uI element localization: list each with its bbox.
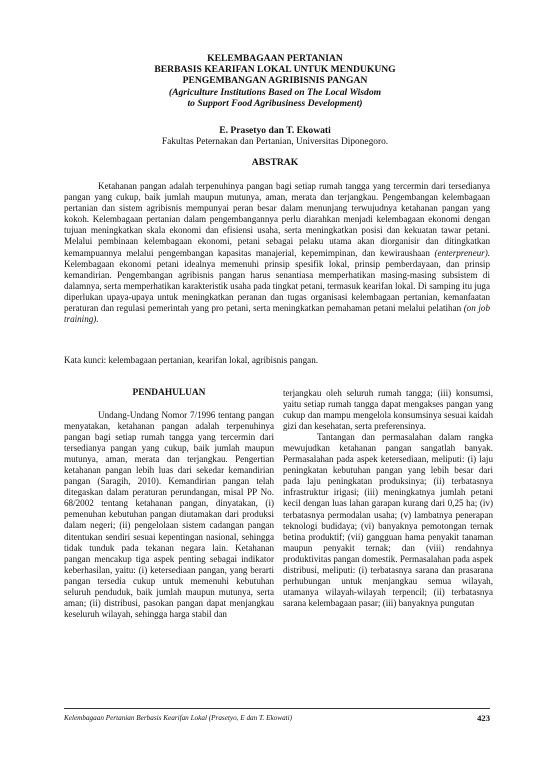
intro-paragraph-2: Tantangan dan permasalahan dalam rangka mewujudkan ketahanan pangan sangatlah banyak. Permasalahan pada aspek ketersediaan, meliputi: (i) laju peningkatan kebutuhan pangan yang lebih besar dari pada laju peningkatan produksinya; (ii) terbatasnya infrastruktur irigasi; (iii) meningkatnya jumlah petani kecil dengan luas lahan garapan kurang dari 0,25 ha; (iv) terbatasnya permodalan usaha; (v) lambatnya penerapan teknologi budidaya; (vi) banyaknya pemotongan ternak betina produktif; (vii) gangguan hama penyakit tanaman maupun penyakit ternak; dan (viii) rendahnya produktivitas pangan domestik. Permasalahan pada aspek distribusi, meliputi: (i) terbatasnya sarana dan prasarana perhubungan untuk menjangkau semua wilayah, utamanya wilayah-wilayah terpencil; (ii) terbatasnya sarana kelembagaan pasar; (iii) banyaknya pungutan — [283, 432, 493, 608]
left-column — [64, 388, 274, 620]
page-footer — [64, 708, 490, 723]
section-heading-intro: PENDAHULUAN — [132, 388, 206, 398]
title-line-5-english: to Support Food Agribusiness Development) — [187, 97, 363, 109]
intro-paragraph-1: Undang-Undang Nomor 7/1996 tentang pangan menyatakan, ketahanan pangan adalah terpenuhinya pangan bagi setiap rumah tangga yang tercermin dari tersedianya pangan yang cukup, baik jumlah maupun mutunya, aman, merata dan terjangkau. Pengertian ketahanan pangan lebih luas dari sekedar kemandirian pangan (Saragih, 2010). Kemandirian pangan telah ditegaskan dalam peraturan perundangan, misal PP No. 68/2002 tentang ketahanan pangan, dinyatakan, (i) pemenuhan kebutuhan pangan diutamakan dari produksi dalam negeri; (ii) pengelolaan sistem cadangan pangan ditentukan sendiri sesuai kepentingan nasional, sehingga tidak tunduk pada tekanan negara lain. Ketahanan pangan mencakup tiga aspek penting sebagai indikator keberhasilan, yaitu: (i) ketersediaan pangan, yang berarti pangan tersedia cukup untuk memenuhi kebutuhan seluruh penduduk, baik jumlah maupun mutunya, serta aman; (ii) distribusi, pasokan pangan dapat menjangkau keseluruh wilayah, sehingga harga stabil dan — [64, 410, 274, 619]
title-line-1: KELEMBAGAAN PERTANIAN — [207, 53, 343, 64]
keywords: Kata kunci: kelembagaan pertanian, kearifan lokal, agribisnis pangan. — [64, 355, 319, 365]
authors: E. Prasetyo dan T. Ekowati — [219, 125, 331, 136]
abstract-text-2: Kelembagaan ekonomi petani idealnya memenuhi prinsip spesifik lokal, prinsip pemberdayaan, dan prinsip kemandirian. Pengembangan agribisnis pangan harus senantiasa memperhatikan masing-masing subsistem di dalamnya, serta memperhatikan karakteristik usaha pada tingkat petani, termasuk kearifan lokal. Di samping itu juga diperlukan upaya-upaya untuk meningkatkan peranan dan tugas organisasi kelembagaan pertanian, kemanfaatan peraturan dan regulasi pemerintah yang pro petani, serta meningkatkan pemahaman petani melalui pelatihan — [64, 258, 490, 314]
abstract-heading: ABSTRAK — [251, 157, 299, 168]
title-line-4-english: (Agriculture Institutions Based on The Local Wisdom — [168, 86, 382, 98]
abstract-italic-1: (enterpreneur). — [434, 247, 490, 258]
affiliation: Fakultas Peternakan dan Pertanian, Universitas Diponegoro. — [161, 137, 389, 147]
abstract-italic-2: (on job training). — [64, 303, 490, 325]
title-line-3: PENGEMBANGAN AGRIBISNIS PANGAN — [182, 75, 368, 87]
abstract-text-1: Ketahanan pangan adalah terpenuhinya pangan bagi setiap rumah tangga yang tercermin dari tersedianya pangan yang cukup, baik jumlah maupun mutunya, aman, merata dan terjangkau. Pengembangan kelembagaan pertanian dan sistem agribisnis mempunyai peran besar dalam menunjang terwujudnya ketahanan pangan yang kokoh. Kelembagaan pertanian dalam pengembangannya perlu diarahkan menjadi kelembagaan ekonomi dengan tujuan meningkatkan skala ekonomi dan efisiensi usaha, serta meningkatkan posisi dan kekuatan tawar petani. Melalui pembinaan kelembagaan ekonomi, petani sebagai pelaku utama akan diorganisir dan ditingkatkan kemampuannya melalui pengembangan kapasitas manajerial, kepemimpinan, dan kewiraushaan — [64, 181, 490, 258]
paper-title — [60, 53, 490, 109]
page-number: 423 — [477, 713, 490, 723]
running-title: Kelembagaan Pertanian Berbasis Kearifan Lokal (Prasetyo, E dan T. Ekowati) — [64, 714, 293, 722]
title-line-2: BERBASIS KEARIFAN LOKAL UNTUK MENDUKUNG — [154, 64, 396, 76]
right-column — [283, 388, 493, 609]
abstract-body — [64, 181, 490, 325]
intro-paragraph-1-continued: terjangkau oleh seluruh rumah tangga; (iii) konsumsi, yaitu setiap rumah tangga dapat mengakses pangan yang cukup dan mampu mengelola konsumsinya sesuai kaidah gizi dan kesehatan, serta preferensinya. — [283, 388, 493, 432]
